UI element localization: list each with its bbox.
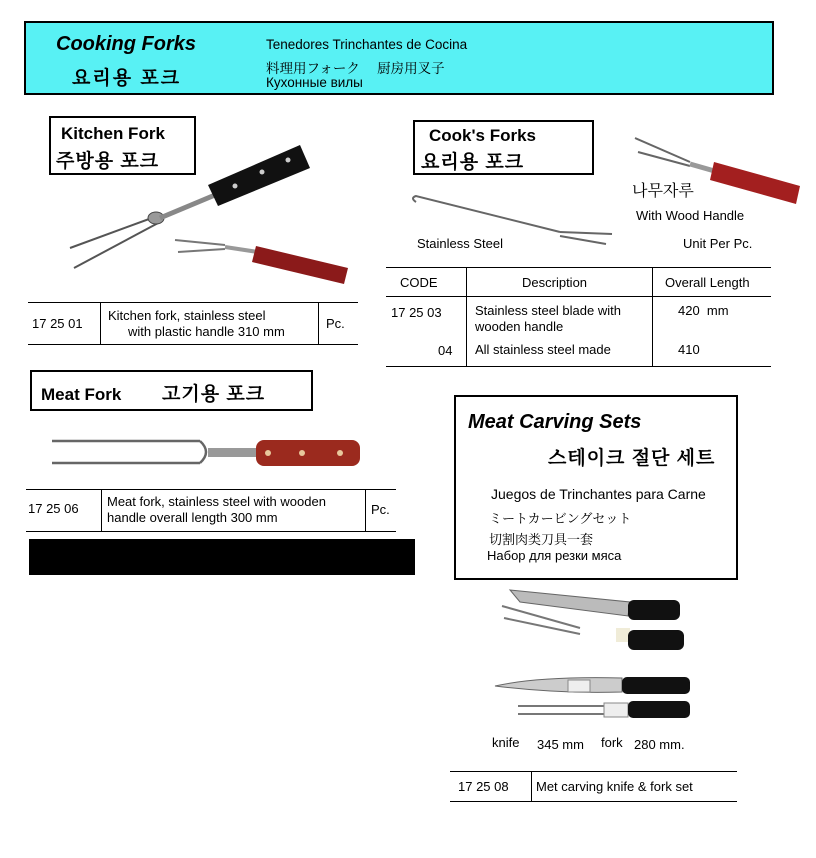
- black-bar: [29, 539, 415, 575]
- carving-sets-line-spanish: Juegos de Trinchantes para Carne: [491, 486, 706, 502]
- kitchen-fork-row-bottom-rule: [28, 344, 358, 345]
- cooks-table-header-rule: [386, 296, 771, 297]
- carving-set-description: Met carving knife & fork set: [536, 779, 693, 794]
- cooks-table-header-description: Description: [522, 275, 588, 290]
- meat-fork-row-divider-1: [101, 489, 102, 531]
- cooks-row1-length: 420 mm: [678, 303, 729, 318]
- fork-size-label: fork: [601, 735, 623, 750]
- header-line-spanish: Tenedores Trinchantes de Cocina: [266, 37, 468, 52]
- knife-size-label: knife: [492, 735, 520, 750]
- cooks-row1-description-line1: Stainless steel blade with: [475, 303, 621, 318]
- kitchen-fork-red-image: [175, 240, 348, 284]
- cooks-table-bottom-rule: [386, 366, 771, 367]
- kitchen-fork-unit: Pc.: [326, 316, 345, 331]
- cooks-table-top-rule: [386, 267, 771, 268]
- cooks-row1-code: 17 25 03: [391, 305, 442, 320]
- kitchen-fork-row-top-rule: [28, 302, 358, 303]
- meat-fork-image: [52, 440, 360, 466]
- meat-fork-description-line2: handle overall length 300 mm: [107, 510, 278, 525]
- carving-sets-line-japanese: ミートカービングセット: [489, 511, 632, 526]
- cooks-table-divider-2: [652, 267, 653, 366]
- header-line-japanese: 料理用フォーク 厨房用叉子: [266, 61, 445, 76]
- carving-sets-title: Meat Carving Sets: [468, 411, 642, 433]
- unit-per-pc-label: Unit Per Pc.: [683, 236, 753, 251]
- carving-sets-title-korean: 스테이크 절단 세트: [548, 448, 716, 469]
- cooks-row2-length: 410: [678, 342, 700, 357]
- meat-fork-row-divider-2: [365, 489, 366, 531]
- kitchen-fork-description-line1: Kitchen fork, stainless steel: [108, 308, 266, 323]
- meat-fork-code: 17 25 06: [28, 501, 79, 516]
- stainless-steel-label: Stainless Steel: [417, 236, 503, 251]
- fork-size-value: 280 mm.: [634, 737, 685, 752]
- meat-fork-title-box: [30, 370, 313, 411]
- wood-handle-label-korean: 나무자루: [632, 183, 694, 200]
- meat-fork-title: Meat Fork: [41, 385, 122, 404]
- meat-fork-description-line1: Meat fork, stainless steel with wooden: [107, 494, 326, 509]
- header-line-russian: Кухонные вилы: [266, 75, 363, 90]
- meat-fork-row-top-rule: [26, 489, 396, 490]
- carving-sets-box: [454, 395, 738, 580]
- kitchen-fork-title: Kitchen Fork: [61, 124, 165, 143]
- carving-row-top-rule: [450, 771, 737, 772]
- cooks-table-header-length: Overall Length: [665, 275, 750, 290]
- kitchen-fork-title-korean: 주방용 포크: [56, 151, 160, 172]
- header-title-korean: 요리용 포크: [72, 68, 182, 89]
- kitchen-fork-black-image: [70, 145, 310, 268]
- kitchen-fork-row-divider-2: [318, 302, 319, 344]
- cooks-row1-description-line2: wooden handle: [475, 319, 564, 334]
- wood-handle-label: With Wood Handle: [636, 208, 745, 223]
- kitchen-fork-code: 17 25 01: [32, 316, 83, 331]
- knife-size-value: 345 mm: [537, 737, 584, 752]
- carving-set-code: 17 25 08: [458, 779, 509, 794]
- cooks-table-divider-1: [466, 267, 467, 366]
- carving-sets-line-chinese: 切割肉类刀具一套: [489, 532, 594, 547]
- kitchen-fork-description-line2: with plastic handle 310 mm: [128, 324, 285, 339]
- cooks-forks-title-korean: 요리용 포크: [421, 152, 525, 173]
- carving-set-bottom-image: [495, 677, 690, 718]
- meat-fork-unit: Pc.: [371, 502, 390, 517]
- header-title: Cooking Forks: [56, 33, 197, 55]
- cooks-row2-code: 04: [438, 343, 453, 358]
- carving-sets-line-russian: Набор для резки мяса: [487, 548, 622, 563]
- cooks-row2-description-line1: All stainless steel made: [475, 342, 611, 357]
- carving-row-divider: [531, 771, 532, 801]
- meat-fork-row-bottom-rule: [26, 531, 396, 532]
- cooks-table-header-code: CODE: [400, 275, 438, 290]
- carving-set-top-image: [502, 590, 684, 650]
- meat-fork-title-korean: 고기용 포크: [162, 384, 266, 405]
- carving-row-bottom-rule: [450, 801, 737, 802]
- cooks-forks-title: Cook's Forks: [429, 126, 537, 145]
- kitchen-fork-row-divider-1: [100, 302, 101, 344]
- cooks-forks-title-box: [413, 120, 594, 175]
